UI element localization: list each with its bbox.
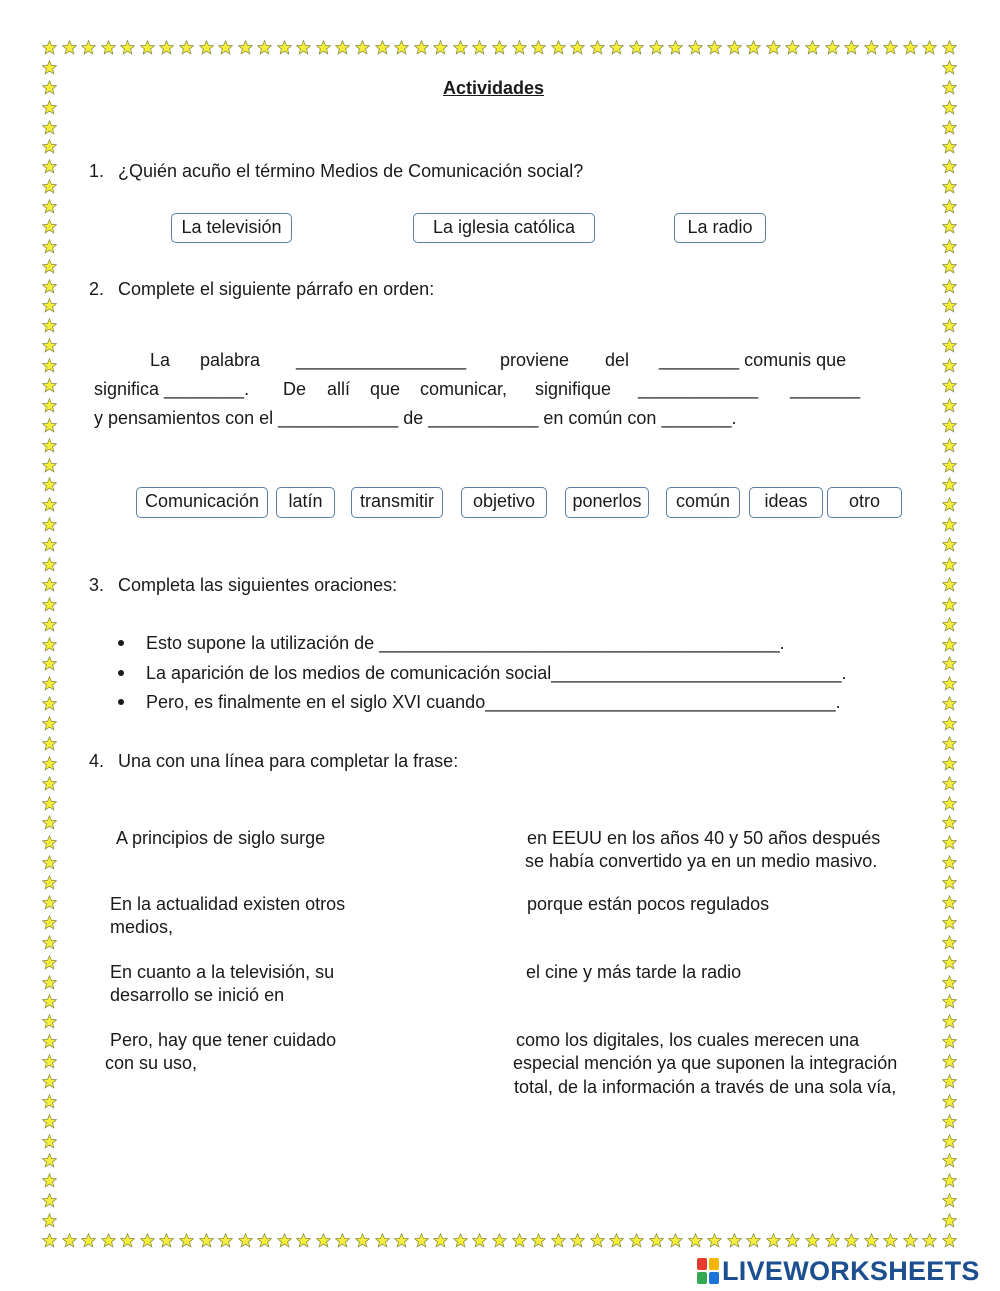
question-3-text: Completa las siguientes oraciones: (118, 575, 398, 595)
star-icon (942, 617, 957, 632)
star-icon (942, 318, 957, 333)
star-icon (942, 159, 957, 174)
question-4-text: Una con una línea para completar la frase: (118, 751, 459, 771)
star-icon (42, 537, 57, 552)
star-icon (42, 279, 57, 294)
star-icon (942, 418, 957, 433)
star-icon (903, 40, 918, 55)
star-icon (531, 40, 546, 55)
star-icon (394, 1233, 409, 1248)
paragraph-word: La (150, 350, 171, 370)
star-icon (649, 1233, 664, 1248)
star-icon (472, 40, 487, 55)
match-right-4[interactable]: como los digitales, los cuales merecen una (516, 1030, 860, 1050)
star-icon (942, 537, 957, 552)
star-icon (42, 438, 57, 453)
star-icon (394, 40, 409, 55)
star-icon (42, 617, 57, 632)
star-icon (257, 1233, 272, 1248)
paragraph-blank-and-word[interactable]: significa ________. (94, 379, 250, 399)
star-icon (942, 955, 957, 970)
star-icon (609, 1233, 624, 1248)
star-icon (42, 418, 57, 433)
star-icon (942, 796, 957, 811)
star-icon (42, 796, 57, 811)
star-icon (727, 1233, 742, 1248)
sentence-3[interactable]: Pero, es finalmente en el siglo XVI cuando___________________________________. (146, 692, 841, 712)
star-icon (766, 1233, 781, 1248)
star-icon (492, 40, 507, 55)
bullet-icon (118, 670, 124, 676)
star-icon (942, 1213, 957, 1228)
star-icon (942, 60, 957, 75)
star-icon (472, 1233, 487, 1248)
match-right-2[interactable]: porque están pocos regulados (527, 894, 770, 914)
star-icon (942, 239, 957, 254)
star-icon (42, 259, 57, 274)
match-left-2[interactable]: En la actualidad existen otros (110, 894, 346, 914)
star-icon (42, 458, 57, 473)
star-icon (942, 298, 957, 313)
paragraph-blank[interactable]: ____________ (638, 379, 759, 399)
star-icon (942, 716, 957, 731)
bullet-icon (118, 699, 124, 705)
star-icon (864, 1233, 879, 1248)
star-icon (942, 1054, 957, 1069)
star-icon (805, 1233, 820, 1248)
star-icon (942, 776, 957, 791)
star-icon (42, 1193, 57, 1208)
star-icon (42, 1114, 57, 1129)
star-icon (649, 40, 664, 55)
star-icon (42, 1173, 57, 1188)
star-icon (42, 955, 57, 970)
star-icon (746, 1233, 761, 1248)
answer-option-la-television[interactable]: La televisión (171, 213, 292, 243)
paragraph-word: signifique (535, 379, 612, 399)
word-bank-comun[interactable]: común (666, 487, 740, 518)
star-icon (942, 1074, 957, 1089)
star-icon (42, 1213, 57, 1228)
star-icon (42, 637, 57, 652)
star-icon (199, 40, 214, 55)
star-icon (42, 994, 57, 1009)
star-icon (942, 637, 957, 652)
star-icon (42, 676, 57, 691)
star-icon (42, 80, 57, 95)
star-icon (942, 875, 957, 890)
match-left-4-line-2[interactable]: con su uso, (105, 1053, 198, 1073)
star-icon (942, 1094, 957, 1109)
star-icon (551, 1233, 566, 1248)
star-icon (942, 179, 957, 194)
star-icon (942, 40, 957, 55)
star-icon (433, 40, 448, 55)
star-icon (590, 40, 605, 55)
star-icon (609, 40, 624, 55)
star-icon (942, 756, 957, 771)
star-icon (42, 179, 57, 194)
star-icon (42, 60, 57, 75)
star-icon (942, 438, 957, 453)
word-bank-comunicacion[interactable]: Comunicación (136, 487, 268, 518)
star-icon (218, 1233, 233, 1248)
star-icon (844, 40, 859, 55)
match-right-3[interactable]: el cine y más tarde la radio (526, 962, 742, 982)
star-icon (81, 1233, 96, 1248)
star-icon (414, 1233, 429, 1248)
star-icon (942, 855, 957, 870)
star-icon (942, 139, 957, 154)
star-icon (883, 1233, 898, 1248)
sentence-1[interactable]: Esto supone la utilización de ________________________________________. (146, 633, 785, 653)
star-icon (296, 1233, 311, 1248)
question-3-number: 3. (89, 575, 105, 595)
star-icon (942, 557, 957, 572)
star-icon (433, 1233, 448, 1248)
star-icon (42, 577, 57, 592)
star-icon (942, 656, 957, 671)
star-icon (942, 497, 957, 512)
star-icon (805, 40, 820, 55)
star-icon (42, 239, 57, 254)
star-icon (942, 378, 957, 393)
star-icon (42, 378, 57, 393)
star-icon (296, 40, 311, 55)
star-icon (42, 1074, 57, 1089)
star-icon (42, 159, 57, 174)
match-left-1[interactable]: A principios de siglo surge (116, 828, 326, 848)
star-icon (42, 696, 57, 711)
liveworksheets-icon (697, 1258, 719, 1284)
paragraph-line-3[interactable]: y pensamientos con el ____________ de ___________ en común con _______. (94, 408, 737, 428)
star-icon (942, 199, 957, 214)
star-icon (42, 1134, 57, 1149)
match-right-1-line-2[interactable]: se había convertido ya en un medio masivo. (525, 851, 878, 871)
star-icon (101, 40, 116, 55)
star-icon (785, 40, 800, 55)
star-icon (825, 1233, 840, 1248)
star-icon (453, 1233, 468, 1248)
paragraph-word: comunicar, (420, 379, 508, 399)
star-icon (825, 40, 840, 55)
star-icon (629, 1233, 644, 1248)
star-icon (942, 815, 957, 830)
match-left-3-line-2[interactable]: desarrollo se inició en (110, 985, 285, 1005)
star-icon (277, 1233, 292, 1248)
star-icon (42, 219, 57, 234)
star-icon (42, 1014, 57, 1029)
word-bank-ponerlos[interactable]: ponerlos (565, 487, 649, 518)
word-bank-latin[interactable]: latín (276, 487, 335, 518)
word-bank-ideas[interactable]: ideas (749, 487, 823, 518)
paragraph-blank[interactable]: _______ (790, 379, 861, 399)
answer-option-la-iglesia-catolica[interactable]: La iglesia católica (413, 213, 595, 243)
star-icon (179, 1233, 194, 1248)
star-icon (629, 40, 644, 55)
star-icon (42, 736, 57, 751)
star-icon (942, 736, 957, 751)
star-icon (903, 1233, 918, 1248)
star-icon (942, 676, 957, 691)
star-icon (120, 40, 135, 55)
star-icon (140, 40, 155, 55)
star-icon (140, 1233, 155, 1248)
star-icon (942, 994, 957, 1009)
star-icon (42, 318, 57, 333)
star-icon (42, 835, 57, 850)
star-icon (238, 1233, 253, 1248)
star-icon (42, 935, 57, 950)
match-right-4-line-2[interactable]: especial mención ya que suponen la integración (513, 1053, 898, 1073)
star-icon (42, 358, 57, 373)
star-icon (120, 1233, 135, 1248)
star-icon (42, 100, 57, 115)
sentence-2[interactable]: La aparición de los medios de comunicación social_____________________________. (146, 663, 847, 683)
star-icon (668, 1233, 683, 1248)
star-icon (62, 1233, 77, 1248)
star-icon (688, 1233, 703, 1248)
star-icon (218, 40, 233, 55)
star-icon (942, 696, 957, 711)
star-icon (42, 815, 57, 830)
star-icon (727, 40, 742, 55)
star-icon (942, 517, 957, 532)
paragraph-word: palabra (200, 350, 261, 370)
star-icon (942, 358, 957, 373)
star-icon (453, 40, 468, 55)
star-icon (688, 40, 703, 55)
star-icon (942, 935, 957, 950)
match-right-1[interactable]: en EEUU en los años 40 y 50 años después (527, 828, 881, 848)
star-icon (42, 497, 57, 512)
star-icon (42, 517, 57, 532)
match-left-4[interactable]: Pero, hay que tener cuidado (110, 1030, 337, 1050)
star-icon (942, 835, 957, 850)
star-icon (42, 120, 57, 135)
star-icon (355, 1233, 370, 1248)
star-icon (101, 1233, 116, 1248)
star-icon (375, 40, 390, 55)
star-icon (942, 458, 957, 473)
star-icon (42, 398, 57, 413)
star-icon (942, 259, 957, 274)
star-icon (375, 1233, 390, 1248)
star-icon (942, 1173, 957, 1188)
star-icon (42, 756, 57, 771)
word-bank-objetivo[interactable]: objetivo (461, 487, 547, 518)
star-icon (81, 40, 96, 55)
star-icon (42, 656, 57, 671)
liveworksheets-logo[interactable] (697, 1256, 980, 1286)
star-icon (238, 40, 253, 55)
star-icon (942, 338, 957, 353)
star-icon (42, 557, 57, 572)
star-icon (922, 40, 937, 55)
star-icon (42, 1233, 57, 1248)
star-icon (199, 1233, 214, 1248)
star-icon (335, 40, 350, 55)
star-icon (316, 1233, 331, 1248)
answer-option-la-radio[interactable]: La radio (674, 213, 766, 243)
star-icon (883, 40, 898, 55)
star-icon (707, 1233, 722, 1248)
star-icon (42, 199, 57, 214)
word-bank-otro[interactable]: otro (827, 487, 902, 518)
paragraph-blank[interactable]: _________________ (296, 350, 467, 370)
star-icon (942, 100, 957, 115)
star-icon (42, 1153, 57, 1168)
star-icon (942, 80, 957, 95)
star-icon (942, 1233, 957, 1248)
star-icon (864, 40, 879, 55)
star-icon (159, 1233, 174, 1248)
star-icon (316, 40, 331, 55)
word-bank-transmitir[interactable]: transmitir (351, 487, 443, 518)
star-icon (942, 398, 957, 413)
paragraph-word: De (283, 379, 307, 399)
star-icon (42, 298, 57, 313)
star-icon (942, 477, 957, 492)
paragraph-blank-and-word[interactable]: ________ comunis que (659, 350, 847, 370)
question-2-number: 2. (89, 279, 105, 299)
star-icon (942, 915, 957, 930)
star-icon (512, 1233, 527, 1248)
match-left-3[interactable]: En cuanto a la televisión, su (110, 962, 335, 982)
paragraph-word: allí (327, 379, 351, 399)
star-icon (42, 1054, 57, 1069)
star-icon (942, 1153, 957, 1168)
bullet-icon (118, 640, 124, 646)
star-icon (746, 40, 761, 55)
star-icon (942, 975, 957, 990)
page-title: Actividades (443, 78, 545, 98)
star-icon (42, 776, 57, 791)
match-left-2-line-2[interactable]: medios, (110, 917, 174, 937)
star-icon (590, 1233, 605, 1248)
star-icon (785, 1233, 800, 1248)
paragraph-word: que (370, 379, 401, 399)
star-icon (277, 40, 292, 55)
star-icon (42, 975, 57, 990)
question-1-number: 1. (89, 161, 105, 181)
match-right-4-line-3[interactable]: total, de la información a través de una sola vía, (514, 1077, 897, 1097)
star-icon (42, 716, 57, 731)
paragraph-word: del (605, 350, 630, 370)
star-icon (42, 855, 57, 870)
star-icon (766, 40, 781, 55)
star-icon (531, 1233, 546, 1248)
logo-text: LIVEWORKSHEETS (722, 1255, 980, 1286)
question-1-text: ¿Quién acuño el término Medios de Comunicación social? (118, 161, 584, 181)
star-icon (570, 1233, 585, 1248)
star-icon (355, 40, 370, 55)
star-icon (42, 1034, 57, 1049)
star-icon (570, 40, 585, 55)
star-icon (942, 120, 957, 135)
star-icon (42, 875, 57, 890)
star-icon (668, 40, 683, 55)
star-icon (42, 338, 57, 353)
star-icon (492, 1233, 507, 1248)
question-4-number: 4. (89, 751, 105, 771)
star-icon (942, 895, 957, 910)
star-icon (942, 1114, 957, 1129)
star-icon (42, 477, 57, 492)
star-icon (159, 40, 174, 55)
star-icon (512, 40, 527, 55)
star-icon (257, 40, 272, 55)
star-icon (42, 139, 57, 154)
star-icon (62, 40, 77, 55)
star-icon (942, 1014, 957, 1029)
star-icon (942, 597, 957, 612)
star-icon (179, 40, 194, 55)
star-icon (707, 40, 722, 55)
star-icon (551, 40, 566, 55)
star-icon (844, 1233, 859, 1248)
question-2-text: Complete el siguiente párrafo en orden: (118, 279, 435, 299)
star-icon (42, 40, 57, 55)
star-icon (42, 597, 57, 612)
star-icon (942, 279, 957, 294)
star-icon (42, 895, 57, 910)
star-icon (942, 1034, 957, 1049)
star-icon (414, 40, 429, 55)
star-icon (942, 219, 957, 234)
star-icon (335, 1233, 350, 1248)
paragraph-word: proviene (500, 350, 570, 370)
star-icon (42, 1094, 57, 1109)
star-icon (942, 1193, 957, 1208)
star-icon (942, 1134, 957, 1149)
star-icon (922, 1233, 937, 1248)
star-icon (42, 915, 57, 930)
star-icon (942, 577, 957, 592)
